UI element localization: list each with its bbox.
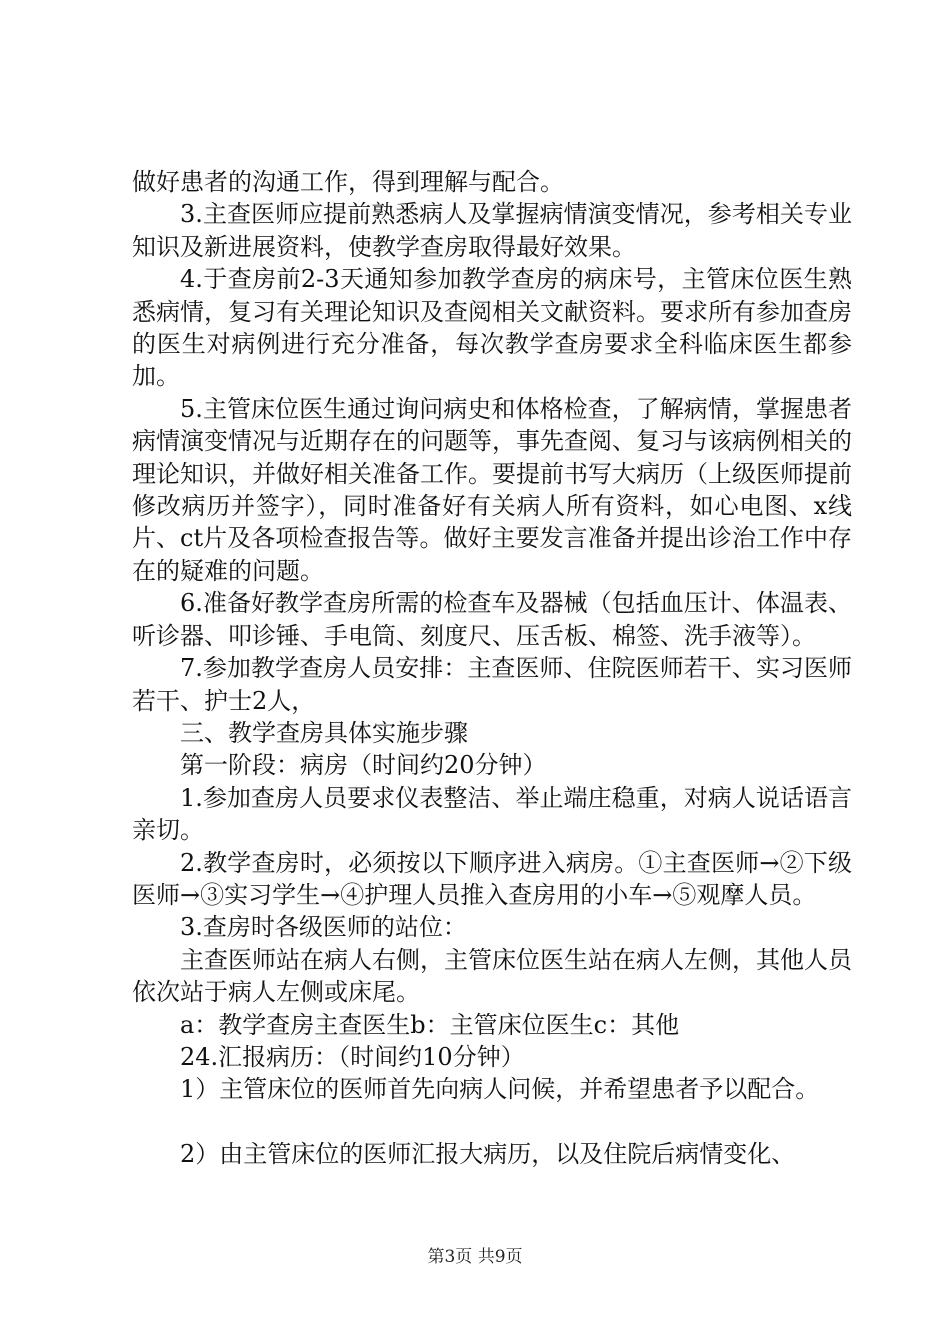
paragraph-11: 主查医师站在病人右侧，主管床位医生站在病人左侧，其他人员依次站于病人左侧或床尾。 [132, 945, 852, 1007]
paragraph-14: 1）主管床位的医师首先向病人问候，并希望患者予以配合。 [180, 1075, 820, 1104]
paragraph-5: 7.参加教学查房人员安排：主查医师、住院医师若干、实习医师若干、护士2人， [132, 654, 852, 715]
paragraph-8: 1.参加查房人员要求仪表整洁、举止端庄稳重，对病人说话语言亲切。 [132, 783, 852, 845]
paragraph-2: 4.于查房前2-3天通知参加教学查房的病床号，主管床位医生熟悉病情，复习有关理论知识及查阅相关文献资料。要求所有参加查房的医生对病例进行充分准备，每次教学查房要求全科临床医生都参加。 [132, 265, 852, 391]
section-heading: 三、教学查房具体实施步骤 [180, 718, 468, 747]
paragraph-12: a：教学查房主查医生b：主管床位医生c：其他 [180, 1010, 680, 1039]
paragraph-3: 5.主管床位医生通过询问病史和体格检查，了解病情，掌握患者病情演变情况与近期存在的问题等，事先查阅、复习与该病例相关的理论知识，并做好相关准备工作。要提前书写大病历（上级医师提前修改病历并签字），同时准备好有关病人所有资料，如心电图、x线片、ct片及各项检查报告等。做好主要发言准备并提出诊治工作中存在的疑难的问题。 [132, 394, 852, 585]
paragraph-0: 做好患者的沟通工作，得到理解与配合。 [132, 168, 564, 196]
page-number-footer: 第3页 共9页 [427, 1247, 523, 1267]
paragraph-1: 3.主查医师应提前熟悉病人及掌握病情演变情况，参考相关专业知识及新进展资料，使教学查房取得最好效果。 [132, 200, 852, 261]
paragraph-4: 6.准备好教学查房所需的检查车及器械（包括血压计、体温表、听诊器、叩诊锤、手电筒、刻度尺、压舌板、棉签、洗手液等）。 [132, 589, 852, 650]
paragraph-9: 2.教学查房时，必须按以下顺序进入病房。①主查医师→②下级医师→③实习学生→④护理人员推入查房用的小车→⑤观摩人员。 [132, 848, 852, 909]
paragraph-13: 24.汇报病历：（时间约10分钟） [180, 1042, 525, 1071]
stage-heading: 第一阶段：病房（时间约20分钟） [180, 751, 547, 780]
document-body [132, 166, 852, 1170]
paragraph-10: 3.查房时各级医师的站位： [180, 913, 467, 942]
paragraph-15: 2）由主管床位的医师汇报大病历，以及住院后病情变化、 [180, 1139, 796, 1168]
